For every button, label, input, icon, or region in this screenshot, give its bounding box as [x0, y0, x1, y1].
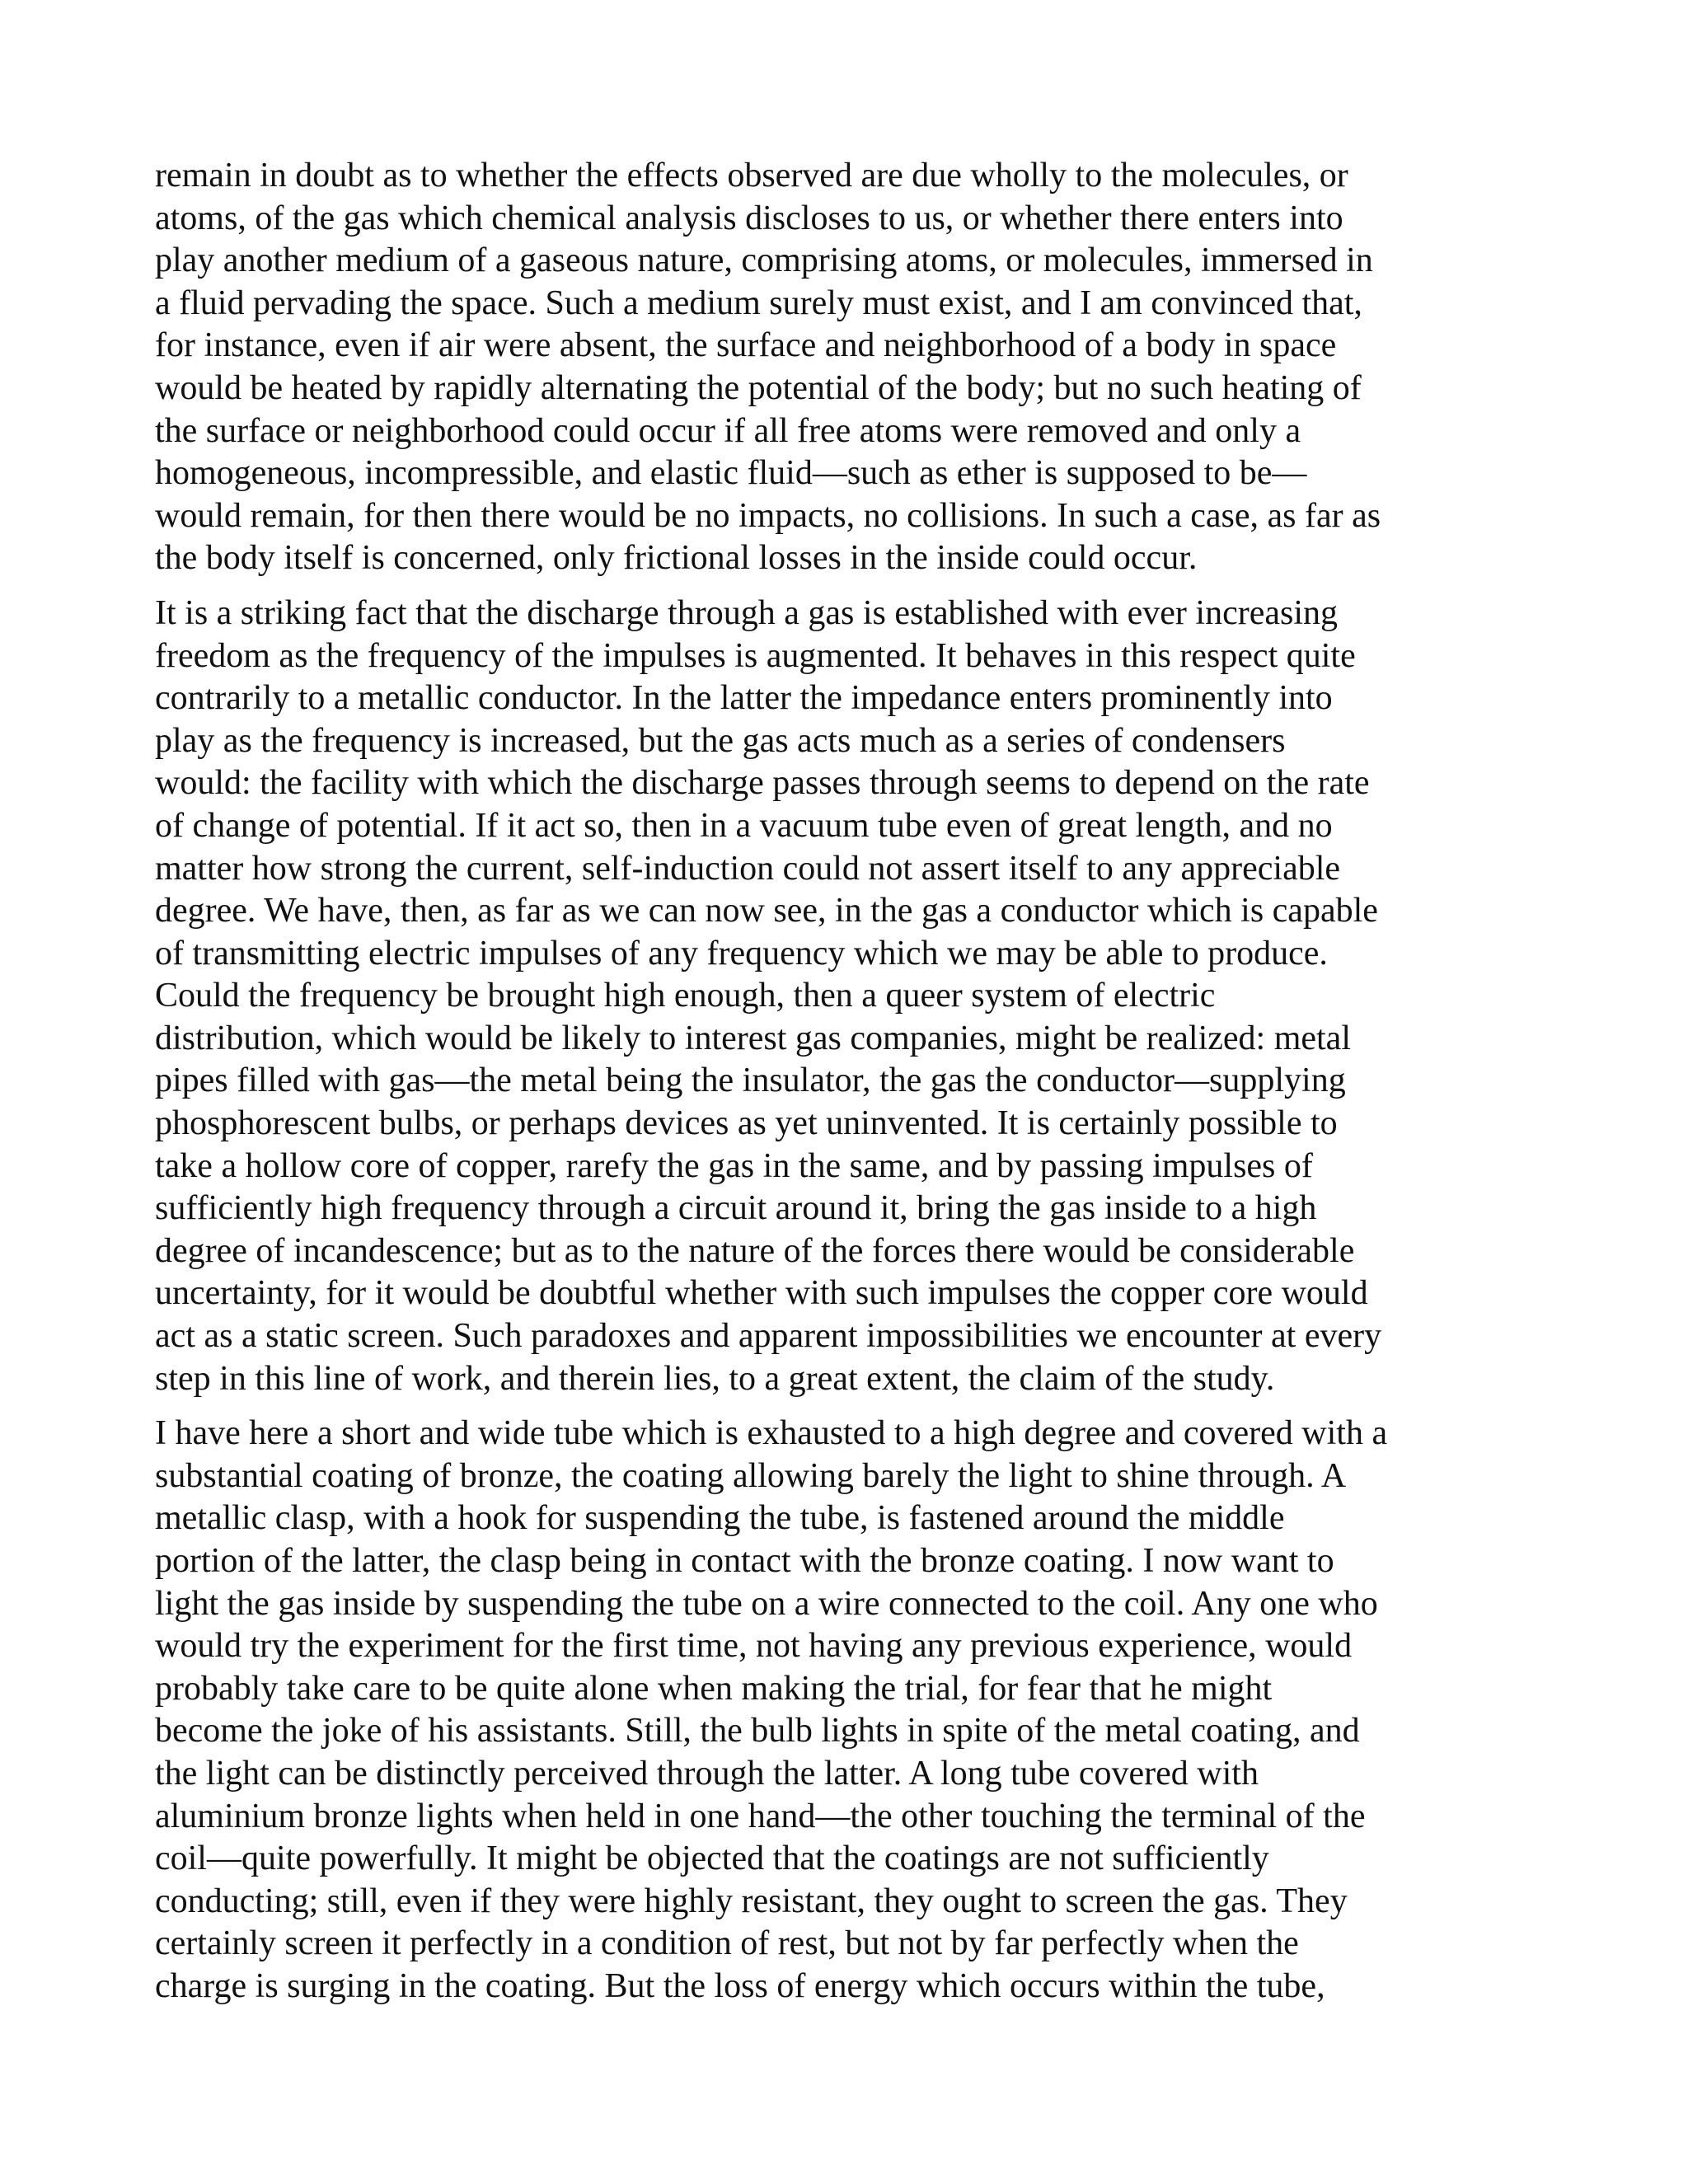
text-line: sufficiently high frequency through a circuit around it, bring the gas inside to a high	[155, 1189, 1317, 1228]
text-line: play another medium of a gaseous nature, comprising atoms, or molecules, immersed in	[155, 241, 1373, 280]
text-line: light the gas inside by suspending the tube on a wire connected to the coil. Any one who	[155, 1584, 1378, 1623]
text-line: the surface or neighborhood could occur if all free atoms were removed and only a	[155, 411, 1301, 450]
text-line: freedom as the frequency of the impulses is augmented. It behaves in this respect quite	[155, 636, 1356, 675]
text-line: degree of incandescence; but as to the nature of the forces there would be considerable	[155, 1231, 1355, 1270]
text-line: play as the frequency is increased, but the gas acts much as a series of condensers	[155, 721, 1286, 760]
text-line: take a hollow core of copper, rarefy the gas in the same, and by passing impulses of	[155, 1146, 1313, 1185]
text-line: coil—quite powerfully. It might be objected that the coatings are not sufficiently	[155, 1840, 1269, 1878]
text-line: homogeneous, incompressible, and elastic fluid—such as ether is supposed to be—	[155, 454, 1307, 493]
text-line: atoms, of the gas which chemical analysis discloses to us, or whether there enters into	[155, 199, 1343, 237]
text-line: the body itself is concerned, only frictional losses in the inside could occur.	[155, 539, 1198, 578]
text-line: would remain, for then there would be no impacts, no collisions. In such a case, as far as	[155, 496, 1381, 535]
text-line: degree. We have, then, as far as we can now see, in the gas a conductor which is capable	[155, 892, 1378, 930]
text-line: would be heated by rapidly alternating the potential of the body; but no such heating of	[155, 368, 1362, 407]
text-line: It is a striking fact that the discharge through a gas is established with ever increasing	[155, 593, 1338, 632]
text-line: charge is surging in the coating. But the loss of energy which occurs within the tube,	[155, 1966, 1325, 2005]
paragraph	[155, 155, 1540, 580]
document-page	[155, 155, 1540, 2008]
text-line: conducting; still, even if they were highly resistant, they ought to screen the gas. They	[155, 1882, 1348, 1920]
text-line: of transmitting electric impulses of any frequency which we may be able to produce.	[155, 934, 1328, 972]
text-line: become the joke of his assistants. Still, the bulb lights in spite of the metal coating, and	[155, 1712, 1360, 1750]
text-line: metallic clasp, with a hook for suspending the tube, is fastened around the middle	[155, 1499, 1285, 1538]
text-line: substantial coating of bronze, the coating allowing barely the light to shine through. A	[155, 1456, 1347, 1495]
text-line: Could the frequency be brought high enough, then a queer system of electric	[155, 977, 1216, 1015]
text-line: aluminium bronze lights when held in one hand—the other touching the terminal of the	[155, 1797, 1366, 1835]
text-line: would: the facility with which the discharge passes through seems to depend on the rate	[155, 764, 1370, 803]
text-line: of change of potential. If it act so, then in a vacuum tube even of great length, and no	[155, 806, 1333, 845]
text-line: I have here a short and wide tube which is exhausted to a high degree and covered with a	[155, 1414, 1388, 1453]
text-line: for instance, even if air were absent, the surface and neighborhood of a body in space	[155, 326, 1337, 365]
text-line: portion of the latter, the clasp being in contact with the bronze coating. I now want to	[155, 1542, 1334, 1580]
text-line: contrarily to a metallic conductor. In the latter the impedance enters prominently into	[155, 679, 1333, 718]
text-line: probably take care to be quite alone when making the trial, for fear that he might	[155, 1669, 1273, 1708]
text-line: distribution, which would be likely to interest gas companies, might be realized: metal	[155, 1019, 1351, 1057]
text-line: uncertainty, for it would be doubtful whether with such impulses the copper core would	[155, 1274, 1368, 1313]
text-line: act as a static screen. Such paradoxes and apparent impossibilities we encounter at every	[155, 1317, 1382, 1356]
text-line: phosphorescent bulbs, or perhaps devices as yet uninvented. It is certainly possible to	[155, 1104, 1338, 1143]
text-line: would try the experiment for the first time, not having any previous experience, would	[155, 1627, 1353, 1666]
text-line: remain in doubt as to whether the effects observed are due wholly to the molecules, or	[155, 157, 1348, 194]
paragraph	[155, 1413, 1540, 2008]
text-line: matter how strong the current, self-induction could not assert itself to any appreciable	[155, 849, 1341, 888]
paragraph	[155, 593, 1540, 1400]
text-line: step in this line of work, and therein lies, to a great extent, the claim of the study.	[155, 1359, 1275, 1398]
text-line: pipes filled with gas—the metal being the insulator, the gas the conductor—supplying	[155, 1062, 1346, 1100]
text-line: the light can be distinctly perceived through the latter. A long tube covered with	[155, 1754, 1259, 1793]
text-line: certainly screen it perfectly in a condition of rest, but not by far perfectly when the	[155, 1924, 1299, 1963]
text-line: a fluid pervading the space. Such a medium surely must exist, and I am convinced that,	[155, 284, 1362, 322]
